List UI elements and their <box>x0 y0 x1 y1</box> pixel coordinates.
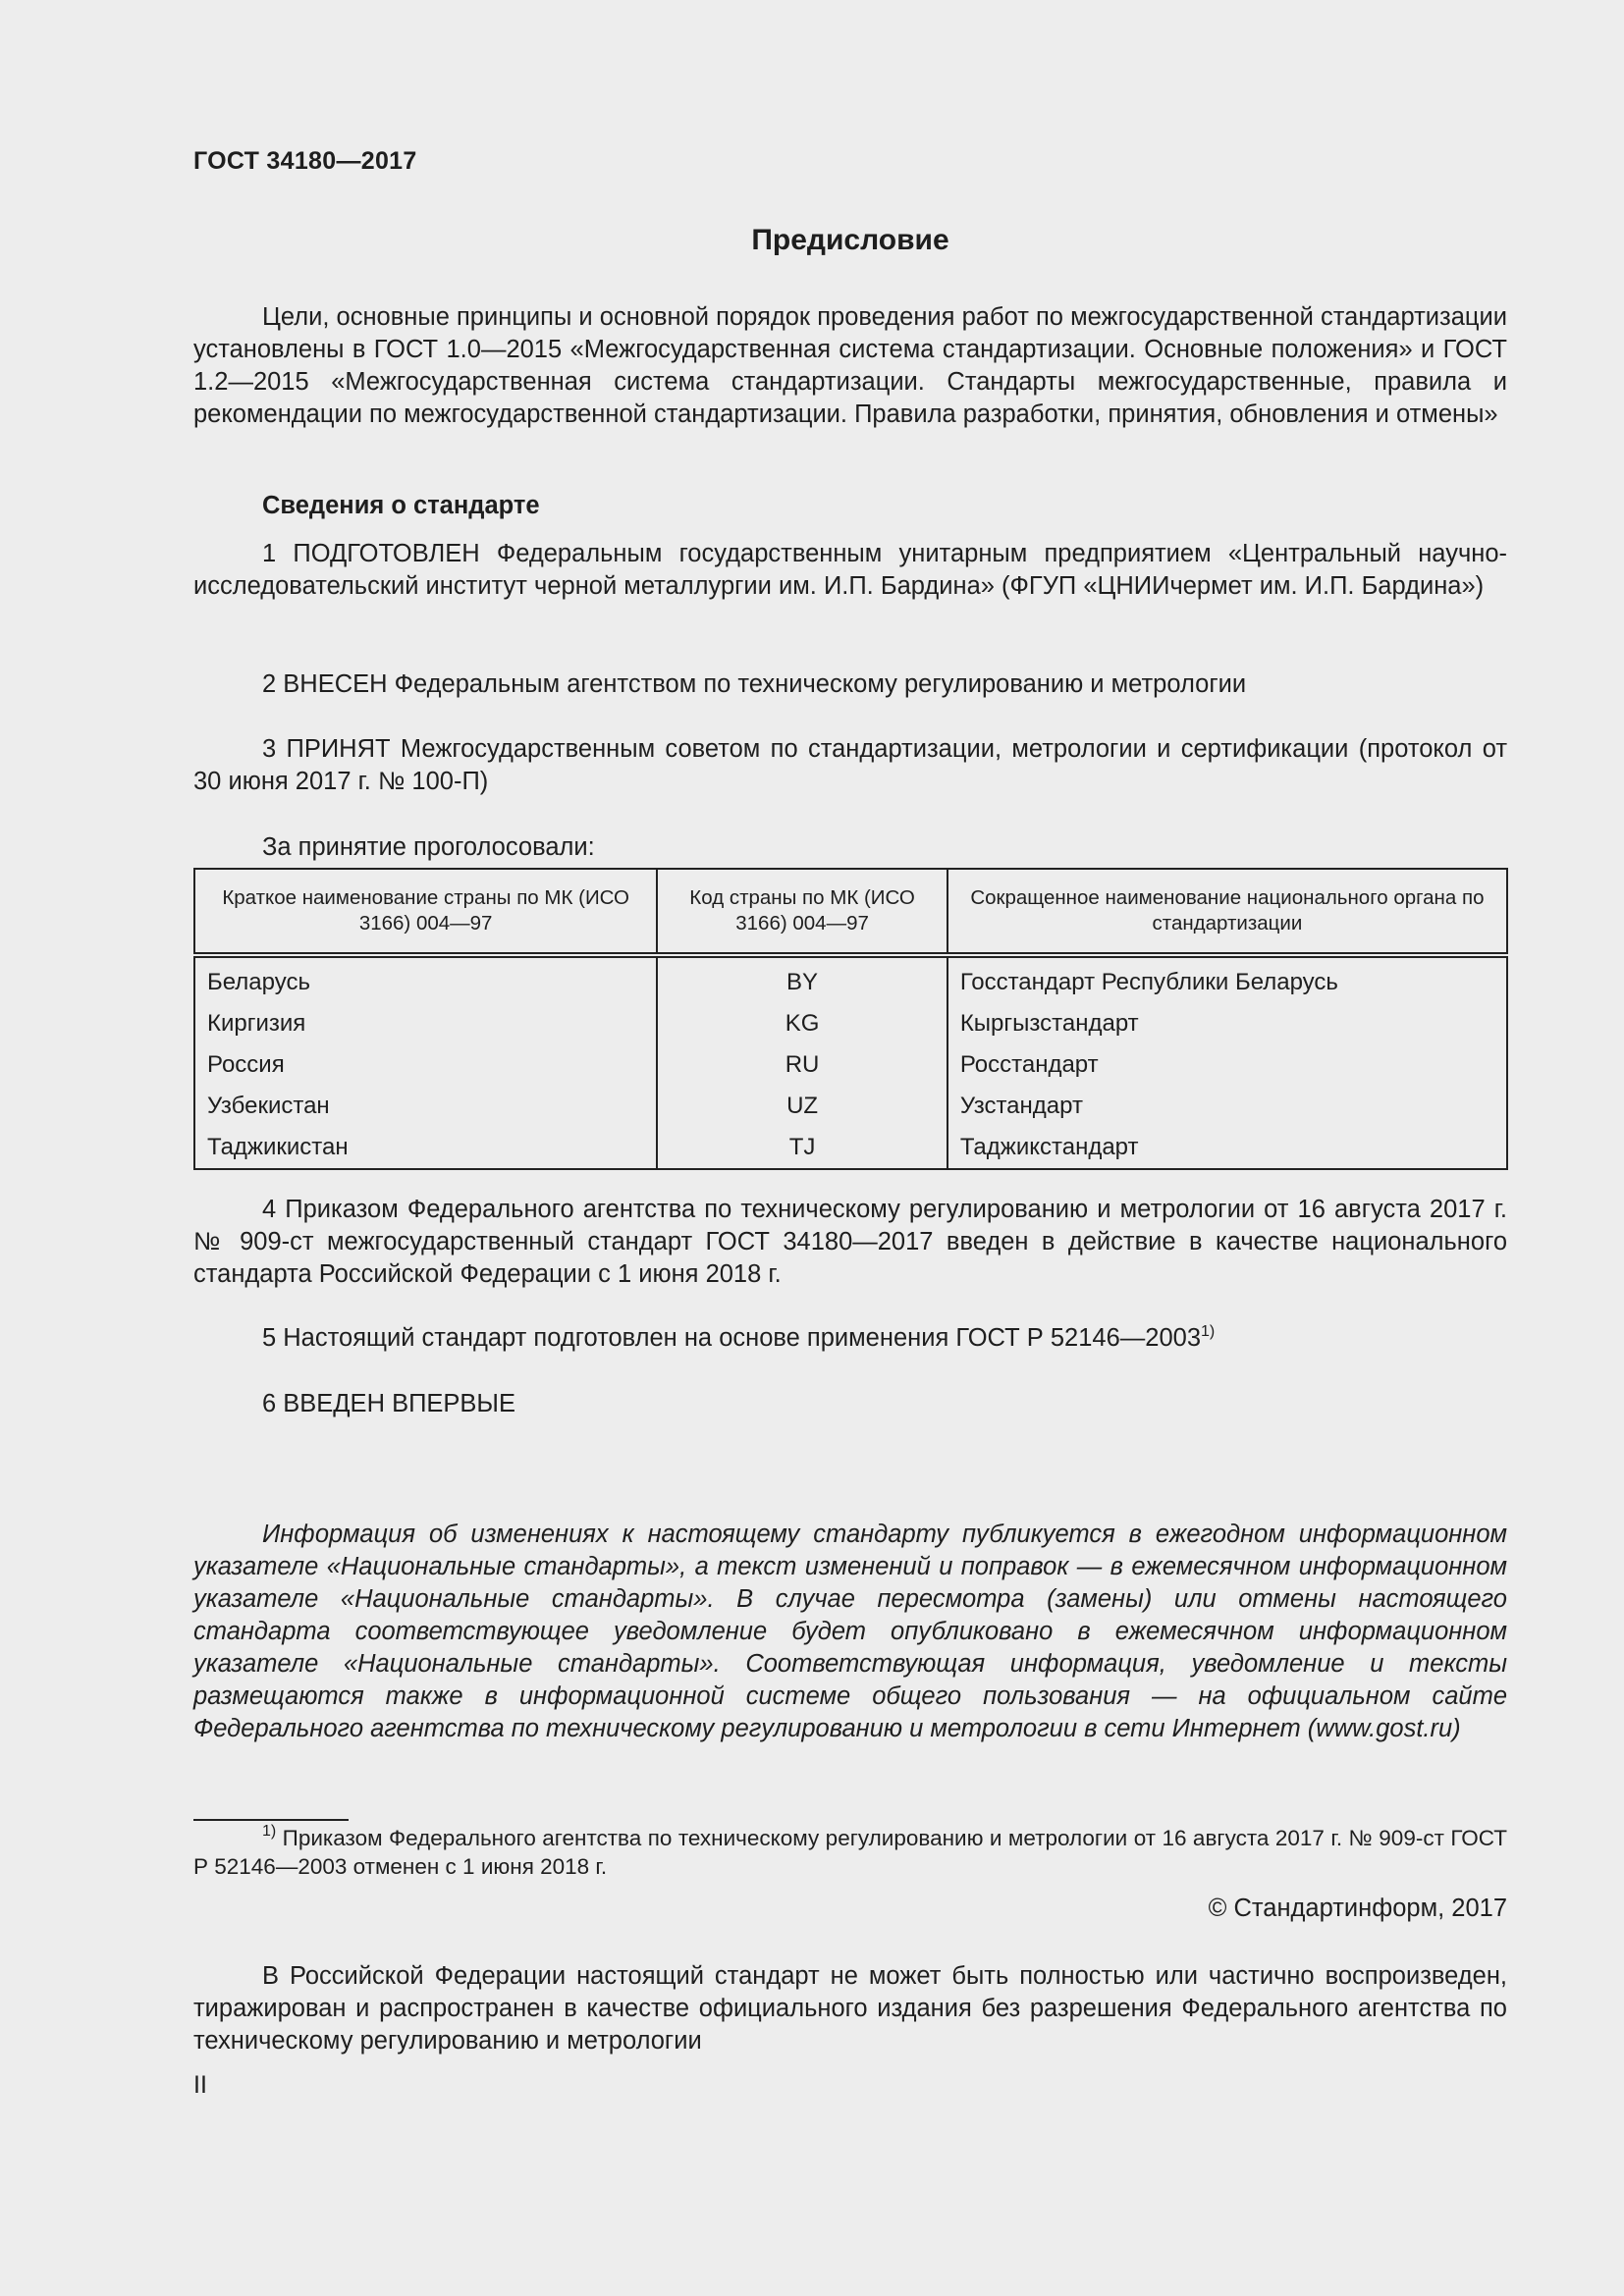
footnote-ref[interactable]: 1) <box>1201 1323 1216 1340</box>
country-cell: Киргизия <box>194 1003 657 1044</box>
footnote <box>193 1824 1507 1881</box>
item-first: 6 ВВЕДЕН ВПЕРВЫЕ <box>262 1390 516 1417</box>
column-header-country: Краткое наименование страны по МК (ИСО 3166) 004—97 <box>194 869 657 955</box>
copyright-line: © Стандартинформ, 2017 <box>1208 1895 1507 1922</box>
body-cell: Таджикстандарт <box>947 1127 1507 1169</box>
item-prepared: 1 ПОДГОТОВЛЕН Федеральным государственным унитарным предприятием «Центральный научно-исследовательский институт черной металлургии им. И.П. Бардина» (ФГУП «ЦНИИчермет им. И.П. Бардина») <box>193 540 1507 600</box>
item-basis <box>193 1322 1507 1355</box>
body-cell: Госстандарт Республики Беларусь <box>947 955 1507 1003</box>
code-cell: UZ <box>657 1086 947 1127</box>
member-countries-table <box>193 868 1508 1170</box>
page-number: II <box>193 2071 207 2099</box>
body-cell: Росстандарт <box>947 1044 1507 1086</box>
changes-info-paragraph: Информация об изменениях к настоящему стандарту публикуется в ежегодном информационном указателе «Национальные стандарты», а текст изменений и поправок — в ежемесячном информационном указателе «Национальные стандарты». В случае пересмотра (замены) или отмены настоящего стандарта соответствующее уведомление будет опубликовано в ежемесячном информационном указателе «Национальные стандарты». Соответствующая информация, уведомление и тексты размещаются также в информационной системе общего пользования — на официальном сайте Федерального агентства по техническому регулированию и метрологии в сети Интернет (www.gost.ru) <box>193 1521 1507 1742</box>
table-row <box>194 1003 1507 1044</box>
country-cell: Беларусь <box>194 955 657 1003</box>
code-cell: BY <box>657 955 947 1003</box>
table-row <box>194 1086 1507 1127</box>
table-row <box>194 1044 1507 1086</box>
voted-label: За принятие проголосовали: <box>262 833 595 861</box>
column-header-body: Сокращенное наименование национального органа по стандартизации <box>947 869 1507 955</box>
item-basis-text: 5 Настоящий стандарт подготовлен на основе применения ГОСТ Р 52146—2003 <box>262 1324 1202 1352</box>
intro-paragraph: Цели, основные принципы и основной порядок проведения работ по межгосударственной стандартизации установлены в ГОСТ 1.0—2015 «Межгосударственная система стандартизации. Основные положения» и ГОСТ 1.2—2015 «Межгосударственная система стандартизации. Стандарты межгосударственные, правила и рекомендации по межгосударственной стандартизации. Правила разработки, принятия, обновления и отмены» <box>193 303 1507 428</box>
item-adopted: 3 ПРИНЯТ Межгосударственным советом по стандартизации, метрологии и сертификации (протокол от 30 июня 2017 г. № 100-П) <box>193 735 1507 795</box>
code-cell: RU <box>657 1044 947 1086</box>
page-title: Предисловие <box>751 224 949 256</box>
table-header-row <box>194 869 1507 955</box>
footnote-mark: 1) <box>262 1823 277 1840</box>
column-header-code: Код страны по МК (ИСО 3166) 004—97 <box>657 869 947 955</box>
body-cell: Узстандарт <box>947 1086 1507 1127</box>
table-row <box>194 955 1507 1003</box>
footnote-text: Приказом Федерального агентства по техническому регулированию и метрологии от 16 августа 2017 г. № 909-ст ГОСТ Р 52146—2003 отменен с 1 июня 2018 г. <box>193 1826 1507 1879</box>
body-cell: Кыргызстандарт <box>947 1003 1507 1044</box>
rights-paragraph: В Российской Федерации настоящий стандарт не может быть полностью или частично воспроизведен, тиражирован и распространен в качестве официального издания без разрешения Федерального агентства по техническому регулированию и метрологии <box>193 1962 1507 2055</box>
code-cell: KG <box>657 1003 947 1044</box>
country-cell: Таджикистан <box>194 1127 657 1169</box>
footnote-divider <box>193 1819 349 1821</box>
document-code-header: ГОСТ 34180—2017 <box>193 147 417 175</box>
country-cell: Узбекистан <box>194 1086 657 1127</box>
country-cell: Россия <box>194 1044 657 1086</box>
item-order: 4 Приказом Федерального агентства по техническому регулированию и метрологии от 16 августа 2017 г. № 909-ст межгосударственный стандарт ГОСТ 34180—2017 введен в действие в качестве национального стандарта Российской Федерации с 1 июня 2018 г. <box>193 1196 1507 1288</box>
table-row <box>194 1127 1507 1169</box>
item-introduced: 2 ВНЕСЕН Федеральным агентством по техническому регулированию и метрологии <box>262 670 1247 698</box>
info-heading: Сведения о стандарте <box>262 492 540 519</box>
code-cell: TJ <box>657 1127 947 1169</box>
